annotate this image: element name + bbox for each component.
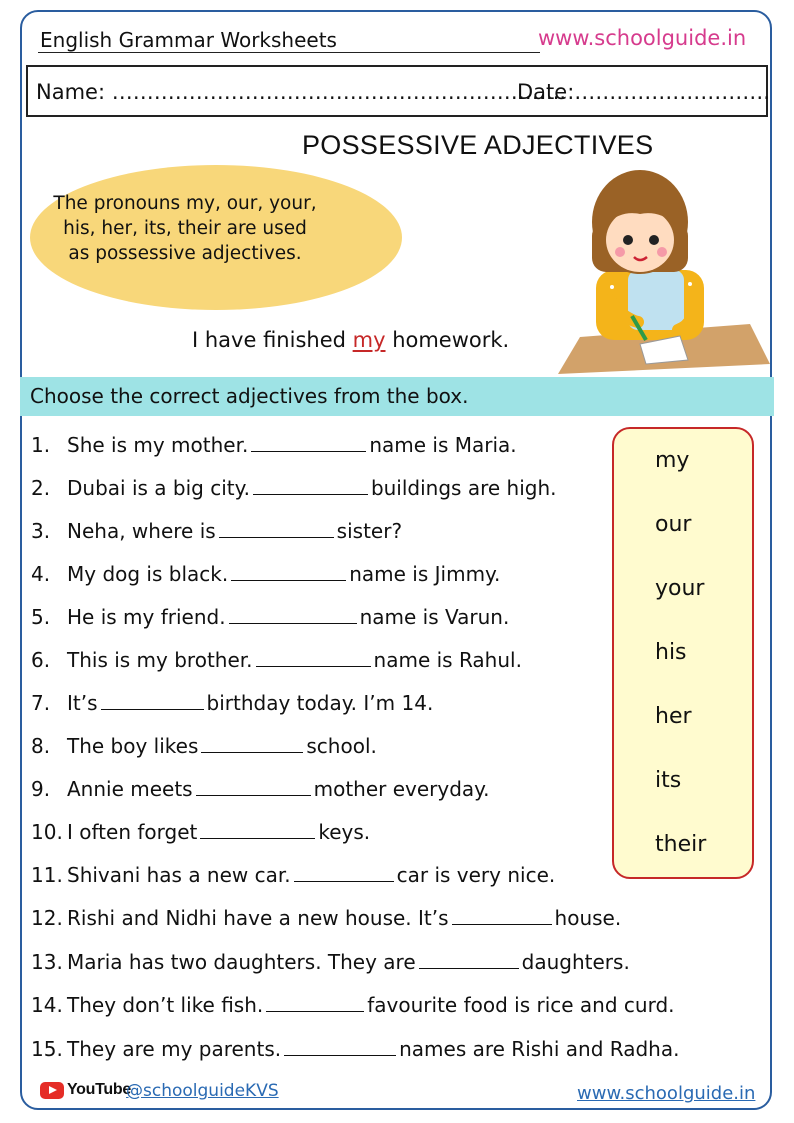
question-number: 11. [31, 863, 63, 887]
question-text-before: They are my parents. [67, 1037, 282, 1061]
question-item [31, 950, 630, 974]
answer-blank[interactable] [419, 950, 519, 969]
question-number: 10. [31, 820, 63, 844]
instruction-text: Choose the correct adjectives from the box. [30, 384, 469, 408]
question-text-before: This is my brother. [67, 648, 253, 672]
question-text-after: favourite food is rice and curd. [367, 993, 675, 1017]
answer-blank[interactable] [219, 519, 334, 538]
question-text-before: Dubai is a big city. [67, 476, 250, 500]
question-text-before: Maria has two daughters. They are [67, 950, 416, 974]
answer-blank[interactable] [200, 820, 315, 839]
question-item [31, 648, 522, 672]
question-text-after: house. [554, 906, 622, 930]
answer-blank[interactable] [266, 993, 364, 1012]
question-text-before: Rishi and Nidhi have a new house. It’s [67, 906, 449, 930]
question-text-after: name is Maria. [369, 433, 517, 457]
question-text-after: keys. [318, 820, 371, 844]
question-number: 9. [31, 777, 51, 801]
question-item [31, 519, 402, 543]
question-number: 1. [31, 433, 51, 457]
question-text-before: Shivani has a new car. [67, 863, 291, 887]
question-number: 4. [31, 562, 51, 586]
question-text-before: She is my mother. [67, 433, 249, 457]
question-text-after: name is Jimmy. [349, 562, 501, 586]
question-item [31, 863, 555, 887]
question-text-after: names are Rishi and Radha. [399, 1037, 680, 1061]
question-text-before: They don’t like fish. [67, 993, 264, 1017]
youtube-handle-link[interactable]: @schoolguideKVS [126, 1081, 279, 1101]
answer-blank[interactable] [231, 562, 346, 581]
example-sentence [192, 328, 509, 352]
answer-blank[interactable] [229, 605, 357, 624]
youtube-logo-icon [40, 1082, 64, 1099]
header-url[interactable]: www.schoolguide.in [538, 26, 747, 50]
question-item [31, 993, 675, 1017]
answer-blank[interactable] [256, 648, 371, 667]
answer-blank[interactable] [284, 1037, 396, 1056]
question-item [31, 906, 621, 930]
girl-writing-illustration [540, 162, 772, 374]
question-text-before: Neha, where is [67, 519, 216, 543]
example-after: homework. [385, 328, 510, 352]
question-text-before: Annie meets [67, 777, 193, 801]
question-text-after: birthday today. I’m 14. [206, 691, 434, 715]
definition-line: his, her, its, their are used [63, 218, 307, 239]
definition-text [40, 191, 330, 266]
question-item [31, 562, 500, 586]
answer-blank[interactable] [101, 691, 204, 710]
question-item [31, 734, 377, 758]
answer-blank[interactable] [201, 734, 303, 753]
answer-blank[interactable] [251, 433, 366, 452]
page-title: POSSESSIVE ADJECTIVES [302, 130, 654, 160]
name-date-box [26, 65, 768, 117]
date-field[interactable]: Date:………………………. [517, 80, 770, 104]
question-number: 14. [31, 993, 63, 1017]
instruction-band [20, 377, 774, 416]
youtube-label: YouTube [67, 1081, 131, 1098]
question-number: 12. [31, 906, 63, 930]
word-option: my [655, 448, 690, 473]
question-text-after: name is Varun. [359, 605, 510, 629]
question-item [31, 777, 490, 801]
question-number: 13. [31, 950, 63, 974]
question-text-before: I often forget [67, 820, 198, 844]
word-option: your [655, 576, 705, 601]
question-number: 5. [31, 605, 51, 629]
question-text-before: He is my friend. [67, 605, 226, 629]
answer-blank[interactable] [253, 476, 368, 495]
question-text-before: My dog is black. [67, 562, 229, 586]
question-item [31, 691, 433, 715]
question-item [31, 820, 370, 844]
question-text-after: daughters. [521, 950, 630, 974]
word-option: its [655, 768, 682, 793]
definition-line: as possessive adjectives. [68, 243, 302, 264]
question-text-after: sister? [336, 519, 403, 543]
header-title: English Grammar Worksheets [40, 28, 337, 52]
question-text-before: It’s [67, 691, 98, 715]
question-number: 7. [31, 691, 51, 715]
question-number: 8. [31, 734, 51, 758]
question-item [31, 1037, 679, 1061]
answer-blank[interactable] [294, 863, 394, 882]
question-item [31, 605, 509, 629]
question-number: 3. [31, 519, 51, 543]
answer-blank[interactable] [452, 906, 552, 925]
answer-blank[interactable] [196, 777, 311, 796]
question-number: 15. [31, 1037, 63, 1061]
word-option: our [655, 512, 692, 537]
name-field[interactable]: Name: ……………………………………………………….. [36, 80, 567, 104]
example-before: I have finished [192, 328, 353, 352]
definition-line: The pronouns my, our, your, [53, 193, 317, 214]
example-highlight: my [352, 328, 386, 352]
question-item [31, 433, 517, 457]
word-option: his [655, 640, 687, 665]
question-text-before: The boy likes [67, 734, 199, 758]
question-text-after: buildings are high. [370, 476, 557, 500]
header-underline [38, 52, 540, 53]
question-text-after: name is Rahul. [373, 648, 522, 672]
question-text-after: car is very nice. [396, 863, 556, 887]
question-number: 6. [31, 648, 51, 672]
question-text-after: mother everyday. [313, 777, 490, 801]
word-option: her [655, 704, 692, 729]
question-number: 2. [31, 476, 51, 500]
question-item [31, 476, 556, 500]
word-option: their [655, 832, 707, 857]
footer-url-link[interactable]: www.schoolguide.in [577, 1083, 756, 1104]
youtube-logo[interactable] [40, 1081, 131, 1099]
question-text-after: school. [306, 734, 377, 758]
